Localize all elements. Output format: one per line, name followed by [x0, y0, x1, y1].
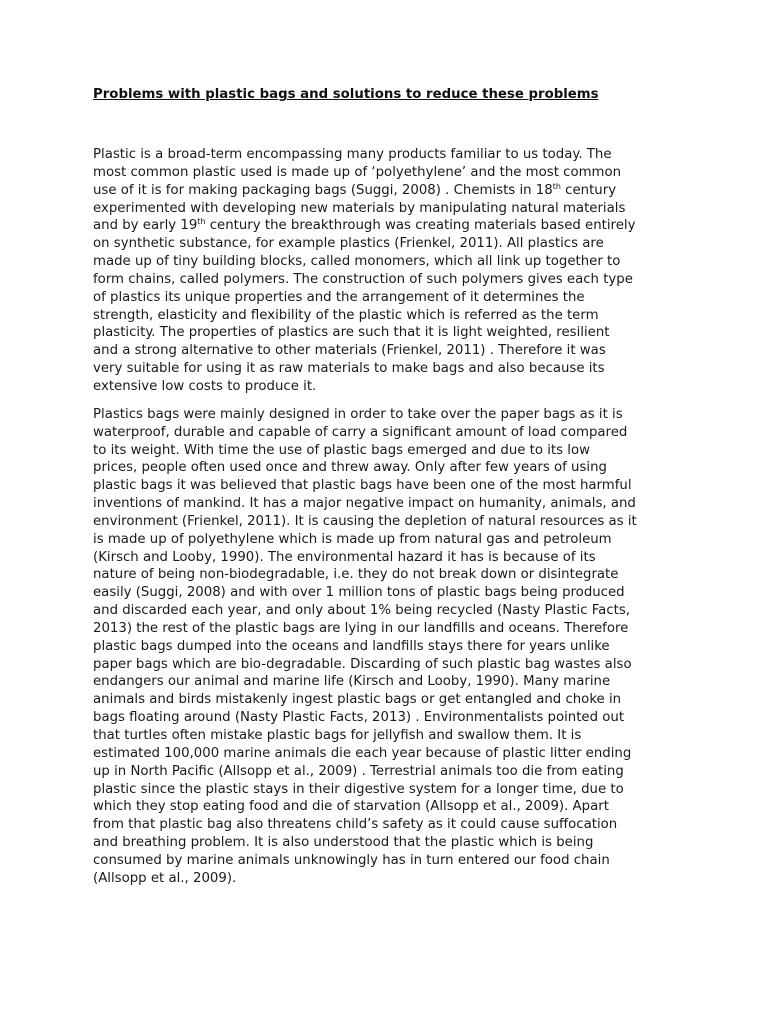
text-line: [93, 289, 693, 307]
text-run: Plastics bags were mainly designed in order to take over the paper bags as it is: [93, 406, 623, 422]
text-line: [93, 673, 693, 691]
text-line: [93, 566, 693, 584]
text-line: [93, 442, 693, 460]
text-run: waterproof, durable and capable of carry a significant amount of load compared: [93, 424, 628, 440]
superscript: th: [197, 217, 206, 227]
text-run: bags floating around (Nasty Plastic Facts, 2013) . Environmentalists pointed out: [93, 710, 625, 726]
text-run: endangers our animal and marine life (Kirsch and Looby, 1990). Many marine: [93, 674, 611, 690]
text-run: that turtles often mistake plastic bags for jellyfish and swallow them. It is: [93, 728, 582, 743]
text-run: from that plastic bag also threatens child’s safety as it could cause suffocation: [93, 817, 618, 833]
text-line: [93, 620, 693, 638]
text-line: [93, 691, 693, 709]
text-line: [93, 253, 693, 271]
document-title: Problems with plastic bags and solutions to reduce these problems: [93, 87, 599, 102]
text-line: [93, 638, 693, 656]
text-line: [93, 852, 693, 870]
text-run: 2013) the rest of the plastic bags are lying in our landfills and oceans. Therefore: [93, 620, 629, 636]
text-run: strength, elasticity and flexibility of the plastic which is referred as the term: [93, 307, 599, 323]
text-run: is made up of polyethylene which is made up from natural gas and petroleum: [93, 531, 612, 547]
text-run: century the breakthrough was creating materials based entirely: [205, 218, 636, 234]
text-line: [93, 307, 693, 325]
text-line: [93, 781, 693, 799]
text-run: inventions of mankind. It has a major negative impact on humanity, animals, and: [93, 496, 636, 512]
text-run: paper bags which are bio-degradable. Discarding of such plastic bag wastes also: [93, 656, 632, 672]
paragraph: [93, 406, 693, 888]
document-body: [93, 146, 693, 898]
text-line: [93, 324, 693, 342]
text-line: [93, 549, 693, 567]
text-run: extensive low costs to produce it.: [93, 378, 317, 394]
text-line: [93, 271, 693, 289]
text-line: [93, 342, 693, 360]
text-line: [93, 816, 693, 834]
text-run: plasticity. The properties of plastics are such that it is light weighted, resilient: [93, 325, 610, 341]
text-run: Plastic is a broad-term encompassing many products familiar to us today. The: [93, 147, 612, 162]
text-line: [93, 656, 693, 674]
text-run: nature of being non-biodegradable, i.e. they do not break down or disintegrate: [93, 567, 619, 583]
text-line: [93, 164, 693, 182]
text-run: which they stop eating food and die of starvation (Allsopp et al., 2009). Apart: [93, 799, 609, 815]
text-run: and by early 19: [93, 218, 198, 234]
text-line: [93, 495, 693, 513]
text-run: to its weight. With time the use of plastic bags emerged and due to its low: [93, 442, 590, 458]
text-line: [93, 602, 693, 620]
text-run: very suitable for using it as raw materials to make bags and also because its: [93, 361, 605, 377]
text-run: environment (Frienkel, 2011). It is causing the depletion of natural resources as it: [93, 513, 637, 529]
text-line: [93, 477, 693, 495]
text-line: [93, 378, 693, 396]
text-run: and a strong alternative to other materials (Frienkel, 2011) . Therefore it was: [93, 343, 606, 359]
text-line: [93, 513, 693, 531]
text-run: and discarded each year, and only about 1% being recycled (Nasty Plastic Facts,: [93, 603, 631, 619]
text-line: [93, 360, 693, 378]
text-line: [93, 709, 693, 727]
text-line: [93, 406, 693, 424]
text-run: use of it is for making packaging bags (Suggi, 2008) . Chemists in 18: [93, 182, 553, 198]
text-run: (Allsopp et al., 2009).: [93, 870, 237, 886]
text-line: [93, 531, 693, 549]
text-run: animals and birds mistakenly ingest plastic bags or get entangled and choke in: [93, 692, 622, 708]
text-line: [93, 745, 693, 763]
text-run: plastic bags it was believed that plastic bags have been one of the most harmful: [93, 478, 632, 494]
text-run: and breathing problem. It is also understood that the plastic which is being: [93, 835, 594, 851]
superscript: th: [552, 181, 561, 191]
paragraph: [93, 146, 693, 396]
text-run: easily (Suggi, 2008) and with over 1 million tons of plastic bags being produced: [93, 585, 625, 601]
text-run: plastic since the plastic stays in their digestive system for a longer time, due to: [93, 781, 624, 797]
text-line: [93, 424, 693, 442]
text-run: experimented with developing new materials by manipulating natural materials: [93, 200, 626, 216]
text-line: [93, 834, 693, 852]
text-line: [93, 584, 693, 602]
text-run: on synthetic substance, for example plastics (Frienkel, 2011). All plastics are: [93, 236, 604, 252]
text-run: up in North Pacific (Allsopp et al., 2009) . Terrestrial animals too die from eating: [93, 763, 624, 779]
text-line: [93, 146, 693, 164]
text-run: estimated 100,000 marine animals die each year because of plastic litter ending: [93, 745, 632, 761]
text-run: most common plastic used is made up of ‘polyethylene’ and the most common: [93, 164, 622, 180]
text-line: [93, 200, 693, 218]
text-run: made up of tiny building blocks, called monomers, which all link up together to: [93, 254, 621, 270]
text-run: plastic bags dumped into the oceans and landfills stays there for years unlike: [93, 638, 610, 654]
text-line: [93, 217, 693, 235]
text-line: [93, 763, 693, 781]
text-line: [93, 182, 693, 200]
text-run: prices, people often used once and threw away. Only after few years of using: [93, 460, 607, 476]
text-line: [93, 235, 693, 253]
text-line: [93, 798, 693, 816]
text-run: (Kirsch and Looby, 1990). The environmental hazard it has is because of its: [93, 549, 596, 565]
text-line: [93, 727, 693, 745]
text-line: [93, 459, 693, 477]
text-run: of plastics its unique properties and the arrangement of it determines the: [93, 289, 585, 305]
text-line: [93, 870, 693, 888]
text-run: form chains, called polymers. The construction of such polymers gives each type: [93, 271, 633, 287]
text-run: century: [560, 182, 617, 198]
text-run: consumed by marine animals unknowingly has in turn entered our food chain: [93, 852, 610, 868]
